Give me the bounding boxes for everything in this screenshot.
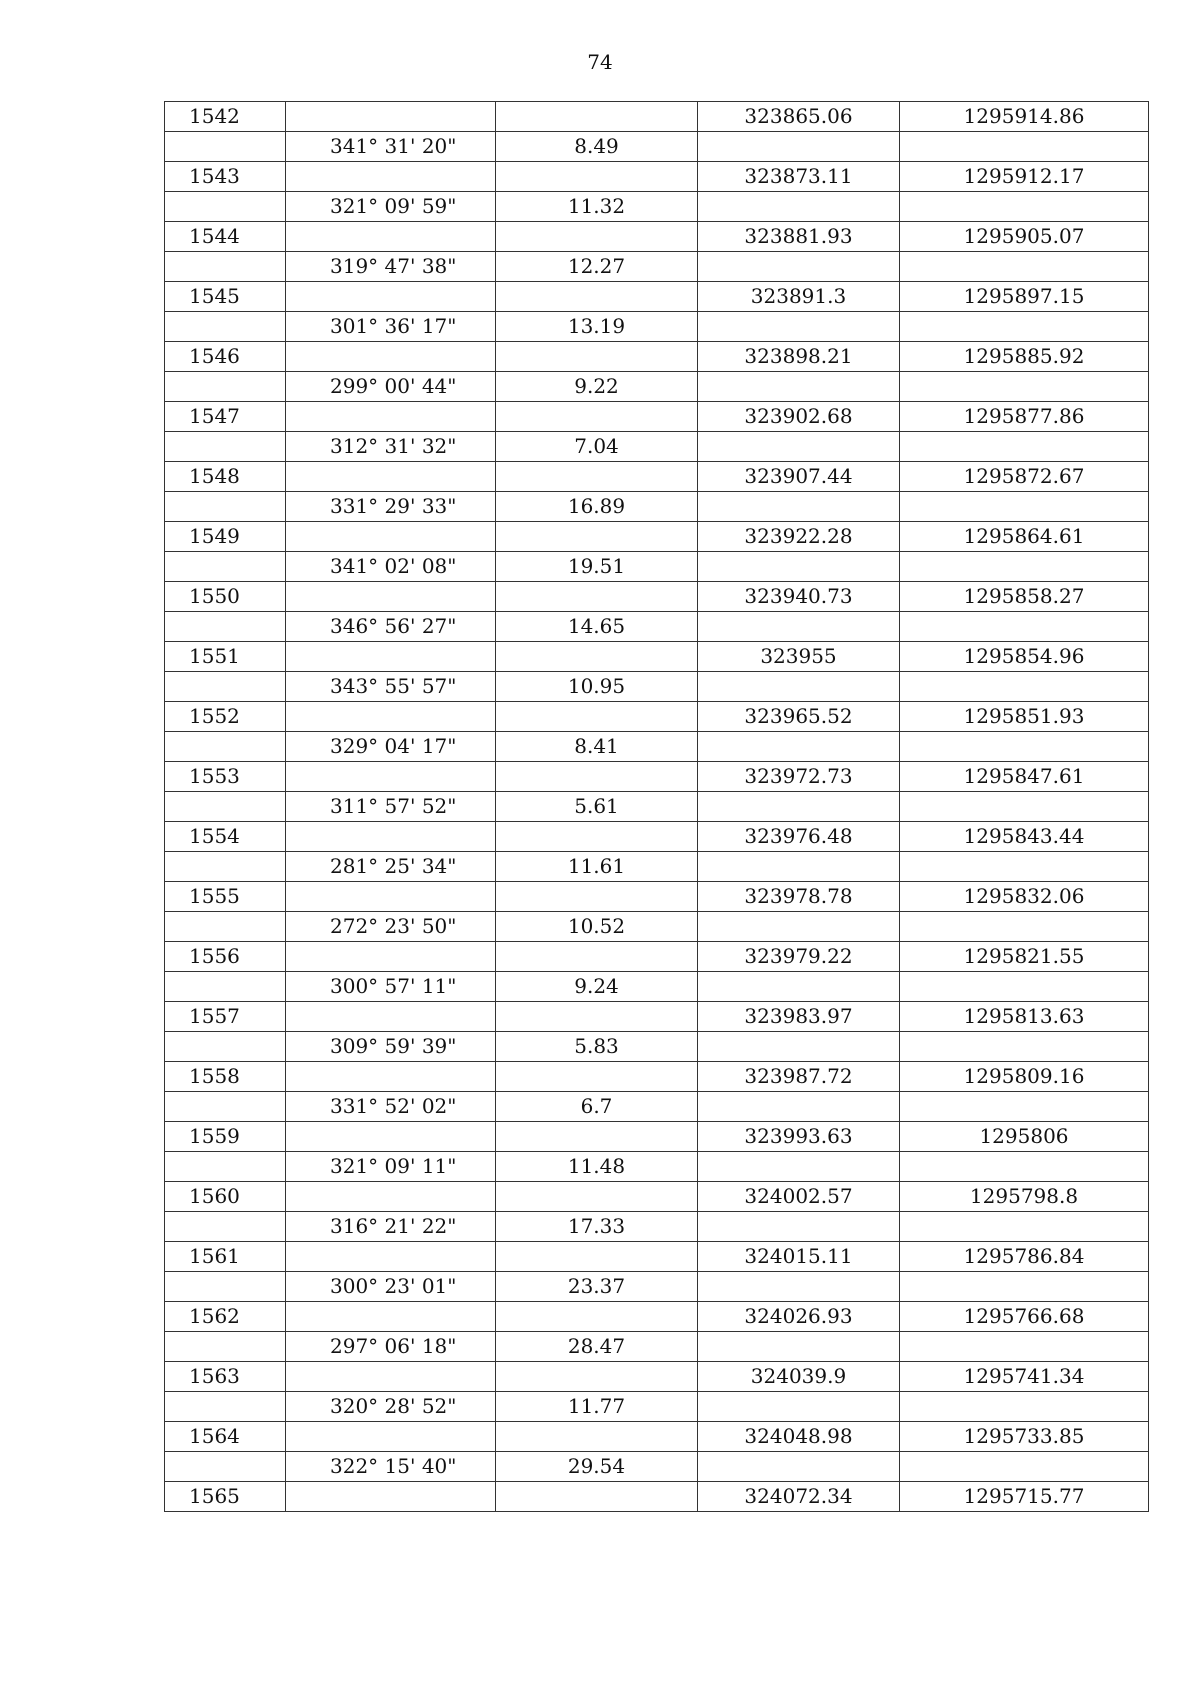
northing-cell: 1295885.92: [900, 342, 1149, 372]
northing-cell: [900, 792, 1149, 822]
bearing-cell: [286, 762, 496, 792]
northing-cell: [900, 1272, 1149, 1302]
point-number-cell: [165, 1452, 286, 1482]
bearing-cell: 329° 04' 17": [286, 732, 496, 762]
easting-cell: [698, 312, 900, 342]
point-row: [165, 342, 1149, 372]
bearing-cell: 322° 15' 40": [286, 1452, 496, 1482]
bearing-cell: [286, 942, 496, 972]
line-row: [165, 1092, 1149, 1122]
point-number-cell: [165, 252, 286, 282]
survey-table-body: [165, 102, 1149, 1512]
easting-cell: [698, 1272, 900, 1302]
bearing-cell: 281° 25' 34": [286, 852, 496, 882]
distance-cell: 8.49: [496, 132, 698, 162]
easting-cell: [698, 492, 900, 522]
bearing-cell: [286, 522, 496, 552]
point-number-cell: [165, 1212, 286, 1242]
distance-cell: 16.89: [496, 492, 698, 522]
point-number-cell: 1563: [165, 1362, 286, 1392]
point-number-cell: 1547: [165, 402, 286, 432]
bearing-cell: [286, 582, 496, 612]
distance-cell: [496, 762, 698, 792]
easting-cell: 323978.78: [698, 882, 900, 912]
bearing-cell: [286, 402, 496, 432]
line-row: [165, 672, 1149, 702]
distance-cell: [496, 582, 698, 612]
northing-cell: [900, 192, 1149, 222]
point-row: [165, 402, 1149, 432]
bearing-cell: 341° 02' 08": [286, 552, 496, 582]
easting-cell: [698, 1032, 900, 1062]
northing-cell: 1295847.61: [900, 762, 1149, 792]
point-row: [165, 702, 1149, 732]
northing-cell: [900, 972, 1149, 1002]
bearing-cell: 300° 23' 01": [286, 1272, 496, 1302]
line-row: [165, 1212, 1149, 1242]
easting-cell: [698, 852, 900, 882]
point-number-cell: [165, 612, 286, 642]
northing-cell: [900, 672, 1149, 702]
northing-cell: 1295858.27: [900, 582, 1149, 612]
point-number-cell: 1551: [165, 642, 286, 672]
easting-cell: 323922.28: [698, 522, 900, 552]
point-number-cell: 1559: [165, 1122, 286, 1152]
point-row: [165, 822, 1149, 852]
distance-cell: 12.27: [496, 252, 698, 282]
easting-cell: [698, 1332, 900, 1362]
line-row: [165, 372, 1149, 402]
distance-cell: 5.83: [496, 1032, 698, 1062]
bearing-cell: [286, 462, 496, 492]
point-number-cell: 1545: [165, 282, 286, 312]
northing-cell: 1295813.63: [900, 1002, 1149, 1032]
distance-cell: 10.52: [496, 912, 698, 942]
bearing-cell: 311° 57' 52": [286, 792, 496, 822]
point-number-cell: [165, 672, 286, 702]
northing-cell: [900, 372, 1149, 402]
distance-cell: 23.37: [496, 1272, 698, 1302]
bearing-cell: [286, 342, 496, 372]
easting-cell: 323881.93: [698, 222, 900, 252]
distance-cell: [496, 642, 698, 672]
point-row: [165, 462, 1149, 492]
point-number-cell: [165, 552, 286, 582]
northing-cell: 1295741.34: [900, 1362, 1149, 1392]
distance-cell: 5.61: [496, 792, 698, 822]
easting-cell: [698, 372, 900, 402]
point-number-cell: 1556: [165, 942, 286, 972]
bearing-cell: [286, 1002, 496, 1032]
distance-cell: 10.95: [496, 672, 698, 702]
bearing-cell: [286, 282, 496, 312]
line-row: [165, 732, 1149, 762]
point-number-cell: [165, 132, 286, 162]
bearing-cell: [286, 702, 496, 732]
easting-cell: 323873.11: [698, 162, 900, 192]
bearing-cell: 297° 06' 18": [286, 1332, 496, 1362]
bearing-cell: [286, 1062, 496, 1092]
distance-cell: 11.61: [496, 852, 698, 882]
distance-cell: [496, 822, 698, 852]
northing-cell: [900, 1212, 1149, 1242]
point-row: [165, 1002, 1149, 1032]
bearing-cell: 309° 59' 39": [286, 1032, 496, 1062]
easting-cell: [698, 1212, 900, 1242]
point-number-cell: [165, 972, 286, 1002]
point-row: [165, 642, 1149, 672]
distance-cell: [496, 162, 698, 192]
point-number-cell: [165, 1272, 286, 1302]
bearing-cell: [286, 642, 496, 672]
bearing-cell: [286, 822, 496, 852]
point-number-cell: 1555: [165, 882, 286, 912]
northing-cell: 1295851.93: [900, 702, 1149, 732]
easting-cell: 323940.73: [698, 582, 900, 612]
northing-cell: 1295786.84: [900, 1242, 1149, 1272]
distance-cell: 9.24: [496, 972, 698, 1002]
point-number-cell: 1561: [165, 1242, 286, 1272]
bearing-cell: 341° 31' 20": [286, 132, 496, 162]
bearing-cell: 346° 56' 27": [286, 612, 496, 642]
distance-cell: [496, 1122, 698, 1152]
northing-cell: [900, 1152, 1149, 1182]
distance-cell: 8.41: [496, 732, 698, 762]
easting-cell: 323865.06: [698, 102, 900, 132]
northing-cell: [900, 1452, 1149, 1482]
line-row: [165, 432, 1149, 462]
northing-cell: 1295905.07: [900, 222, 1149, 252]
northing-cell: [900, 432, 1149, 462]
point-number-cell: [165, 372, 286, 402]
point-number-cell: 1549: [165, 522, 286, 552]
easting-cell: 323955: [698, 642, 900, 672]
page-number: 74: [587, 50, 613, 74]
line-row: [165, 912, 1149, 942]
point-row: [165, 1242, 1149, 1272]
distance-cell: 11.48: [496, 1152, 698, 1182]
line-row: [165, 1032, 1149, 1062]
point-row: [165, 102, 1149, 132]
easting-cell: [698, 672, 900, 702]
northing-cell: 1295733.85: [900, 1422, 1149, 1452]
easting-cell: [698, 192, 900, 222]
northing-cell: 1295854.96: [900, 642, 1149, 672]
point-number-cell: 1542: [165, 102, 286, 132]
easting-cell: [698, 612, 900, 642]
easting-cell: [698, 1392, 900, 1422]
line-row: [165, 972, 1149, 1002]
northing-cell: 1295832.06: [900, 882, 1149, 912]
northing-cell: [900, 1332, 1149, 1362]
point-row: [165, 1122, 1149, 1152]
northing-cell: 1295715.77: [900, 1482, 1149, 1512]
easting-cell: 323972.73: [698, 762, 900, 792]
point-number-cell: [165, 1332, 286, 1362]
point-row: [165, 522, 1149, 552]
easting-cell: 323898.21: [698, 342, 900, 372]
northing-cell: [900, 1392, 1149, 1422]
distance-cell: [496, 1182, 698, 1212]
bearing-cell: 343° 55' 57": [286, 672, 496, 702]
distance-cell: [496, 1062, 698, 1092]
survey-table: [164, 101, 1149, 1512]
point-row: [165, 1482, 1149, 1512]
bearing-cell: [286, 1242, 496, 1272]
distance-cell: 11.77: [496, 1392, 698, 1422]
point-number-cell: [165, 192, 286, 222]
point-row: [165, 282, 1149, 312]
easting-cell: 323907.44: [698, 462, 900, 492]
point-number-cell: 1553: [165, 762, 286, 792]
northing-cell: [900, 132, 1149, 162]
line-row: [165, 492, 1149, 522]
point-row: [165, 762, 1149, 792]
northing-cell: 1295843.44: [900, 822, 1149, 852]
northing-cell: 1295864.61: [900, 522, 1149, 552]
line-row: [165, 852, 1149, 882]
distance-cell: [496, 942, 698, 972]
point-number-cell: [165, 792, 286, 822]
point-row: [165, 1182, 1149, 1212]
easting-cell: [698, 1152, 900, 1182]
northing-cell: 1295912.17: [900, 162, 1149, 192]
bearing-cell: 301° 36' 17": [286, 312, 496, 342]
line-row: [165, 312, 1149, 342]
easting-cell: 324048.98: [698, 1422, 900, 1452]
easting-cell: 324002.57: [698, 1182, 900, 1212]
point-number-cell: [165, 1092, 286, 1122]
northing-cell: [900, 852, 1149, 882]
line-row: [165, 612, 1149, 642]
line-row: [165, 132, 1149, 162]
distance-cell: 17.33: [496, 1212, 698, 1242]
point-number-cell: 1543: [165, 162, 286, 192]
bearing-cell: 331° 52' 02": [286, 1092, 496, 1122]
point-row: [165, 1302, 1149, 1332]
point-row: [165, 162, 1149, 192]
northing-cell: [900, 1092, 1149, 1122]
point-number-cell: [165, 312, 286, 342]
distance-cell: [496, 1362, 698, 1392]
line-row: [165, 552, 1149, 582]
bearing-cell: 312° 31' 32": [286, 432, 496, 462]
easting-cell: 323987.72: [698, 1062, 900, 1092]
bearing-cell: [286, 1422, 496, 1452]
northing-cell: 1295809.16: [900, 1062, 1149, 1092]
point-row: [165, 942, 1149, 972]
northing-cell: 1295897.15: [900, 282, 1149, 312]
line-row: [165, 1452, 1149, 1482]
point-number-cell: 1550: [165, 582, 286, 612]
point-number-cell: [165, 732, 286, 762]
line-row: [165, 192, 1149, 222]
line-row: [165, 792, 1149, 822]
easting-cell: [698, 132, 900, 162]
northing-cell: [900, 912, 1149, 942]
easting-cell: 323902.68: [698, 402, 900, 432]
bearing-cell: 299° 00' 44": [286, 372, 496, 402]
easting-cell: [698, 732, 900, 762]
easting-cell: 324072.34: [698, 1482, 900, 1512]
northing-cell: 1295798.8: [900, 1182, 1149, 1212]
northing-cell: 1295914.86: [900, 102, 1149, 132]
bearing-cell: 321° 09' 59": [286, 192, 496, 222]
point-number-cell: [165, 1032, 286, 1062]
easting-cell: [698, 912, 900, 942]
northing-cell: [900, 732, 1149, 762]
point-number-cell: 1546: [165, 342, 286, 372]
bearing-cell: [286, 162, 496, 192]
distance-cell: [496, 1302, 698, 1332]
easting-cell: 323976.48: [698, 822, 900, 852]
point-row: [165, 1362, 1149, 1392]
point-number-cell: [165, 1392, 286, 1422]
line-row: [165, 252, 1149, 282]
northing-cell: [900, 612, 1149, 642]
northing-cell: 1295821.55: [900, 942, 1149, 972]
easting-cell: 323979.22: [698, 942, 900, 972]
easting-cell: [698, 432, 900, 462]
point-number-cell: [165, 432, 286, 462]
point-row: [165, 222, 1149, 252]
northing-cell: 1295766.68: [900, 1302, 1149, 1332]
bearing-cell: 272° 23' 50": [286, 912, 496, 942]
easting-cell: 324039.9: [698, 1362, 900, 1392]
northing-cell: 1295877.86: [900, 402, 1149, 432]
distance-cell: 19.51: [496, 552, 698, 582]
line-row: [165, 1272, 1149, 1302]
easting-cell: 323983.97: [698, 1002, 900, 1032]
distance-cell: [496, 282, 698, 312]
distance-cell: [496, 522, 698, 552]
northing-cell: [900, 552, 1149, 582]
point-number-cell: [165, 912, 286, 942]
point-row: [165, 1062, 1149, 1092]
easting-cell: [698, 552, 900, 582]
distance-cell: [496, 102, 698, 132]
easting-cell: [698, 1452, 900, 1482]
bearing-cell: [286, 1302, 496, 1332]
point-number-cell: [165, 852, 286, 882]
bearing-cell: 321° 09' 11": [286, 1152, 496, 1182]
bearing-cell: [286, 222, 496, 252]
distance-cell: 28.47: [496, 1332, 698, 1362]
bearing-cell: [286, 882, 496, 912]
distance-cell: [496, 702, 698, 732]
easting-cell: [698, 252, 900, 282]
point-number-cell: 1554: [165, 822, 286, 852]
bearing-cell: 319° 47' 38": [286, 252, 496, 282]
northing-cell: [900, 252, 1149, 282]
easting-cell: 324026.93: [698, 1302, 900, 1332]
point-number-cell: 1564: [165, 1422, 286, 1452]
northing-cell: [900, 312, 1149, 342]
easting-cell: 323891.3: [698, 282, 900, 312]
point-number-cell: [165, 492, 286, 522]
line-row: [165, 1152, 1149, 1182]
bearing-cell: [286, 102, 496, 132]
northing-cell: [900, 1032, 1149, 1062]
easting-cell: 324015.11: [698, 1242, 900, 1272]
point-number-cell: 1558: [165, 1062, 286, 1092]
point-number-cell: 1562: [165, 1302, 286, 1332]
distance-cell: [496, 1242, 698, 1272]
bearing-cell: 300° 57' 11": [286, 972, 496, 1002]
northing-cell: 1295806: [900, 1122, 1149, 1152]
distance-cell: 11.32: [496, 192, 698, 222]
bearing-cell: [286, 1482, 496, 1512]
easting-cell: 323965.52: [698, 702, 900, 732]
distance-cell: 29.54: [496, 1452, 698, 1482]
easting-cell: [698, 1092, 900, 1122]
easting-cell: [698, 792, 900, 822]
point-number-cell: 1548: [165, 462, 286, 492]
line-row: [165, 1332, 1149, 1362]
northing-cell: 1295872.67: [900, 462, 1149, 492]
point-number-cell: 1544: [165, 222, 286, 252]
point-number-cell: 1557: [165, 1002, 286, 1032]
distance-cell: [496, 1422, 698, 1452]
northing-cell: [900, 492, 1149, 522]
distance-cell: [496, 1002, 698, 1032]
distance-cell: [496, 882, 698, 912]
distance-cell: [496, 402, 698, 432]
easting-cell: 323993.63: [698, 1122, 900, 1152]
bearing-cell: 320° 28' 52": [286, 1392, 496, 1422]
distance-cell: 13.19: [496, 312, 698, 342]
distance-cell: 6.7: [496, 1092, 698, 1122]
distance-cell: 9.22: [496, 372, 698, 402]
point-row: [165, 882, 1149, 912]
point-row: [165, 582, 1149, 612]
bearing-cell: 331° 29' 33": [286, 492, 496, 522]
bearing-cell: [286, 1362, 496, 1392]
bearing-cell: 316° 21' 22": [286, 1212, 496, 1242]
line-row: [165, 1392, 1149, 1422]
easting-cell: [698, 972, 900, 1002]
bearing-cell: [286, 1182, 496, 1212]
point-row: [165, 1422, 1149, 1452]
point-number-cell: 1565: [165, 1482, 286, 1512]
distance-cell: [496, 222, 698, 252]
point-number-cell: [165, 1152, 286, 1182]
distance-cell: [496, 342, 698, 372]
point-number-cell: 1560: [165, 1182, 286, 1212]
point-number-cell: 1552: [165, 702, 286, 732]
distance-cell: [496, 462, 698, 492]
distance-cell: 7.04: [496, 432, 698, 462]
distance-cell: [496, 1482, 698, 1512]
bearing-cell: [286, 1122, 496, 1152]
distance-cell: 14.65: [496, 612, 698, 642]
